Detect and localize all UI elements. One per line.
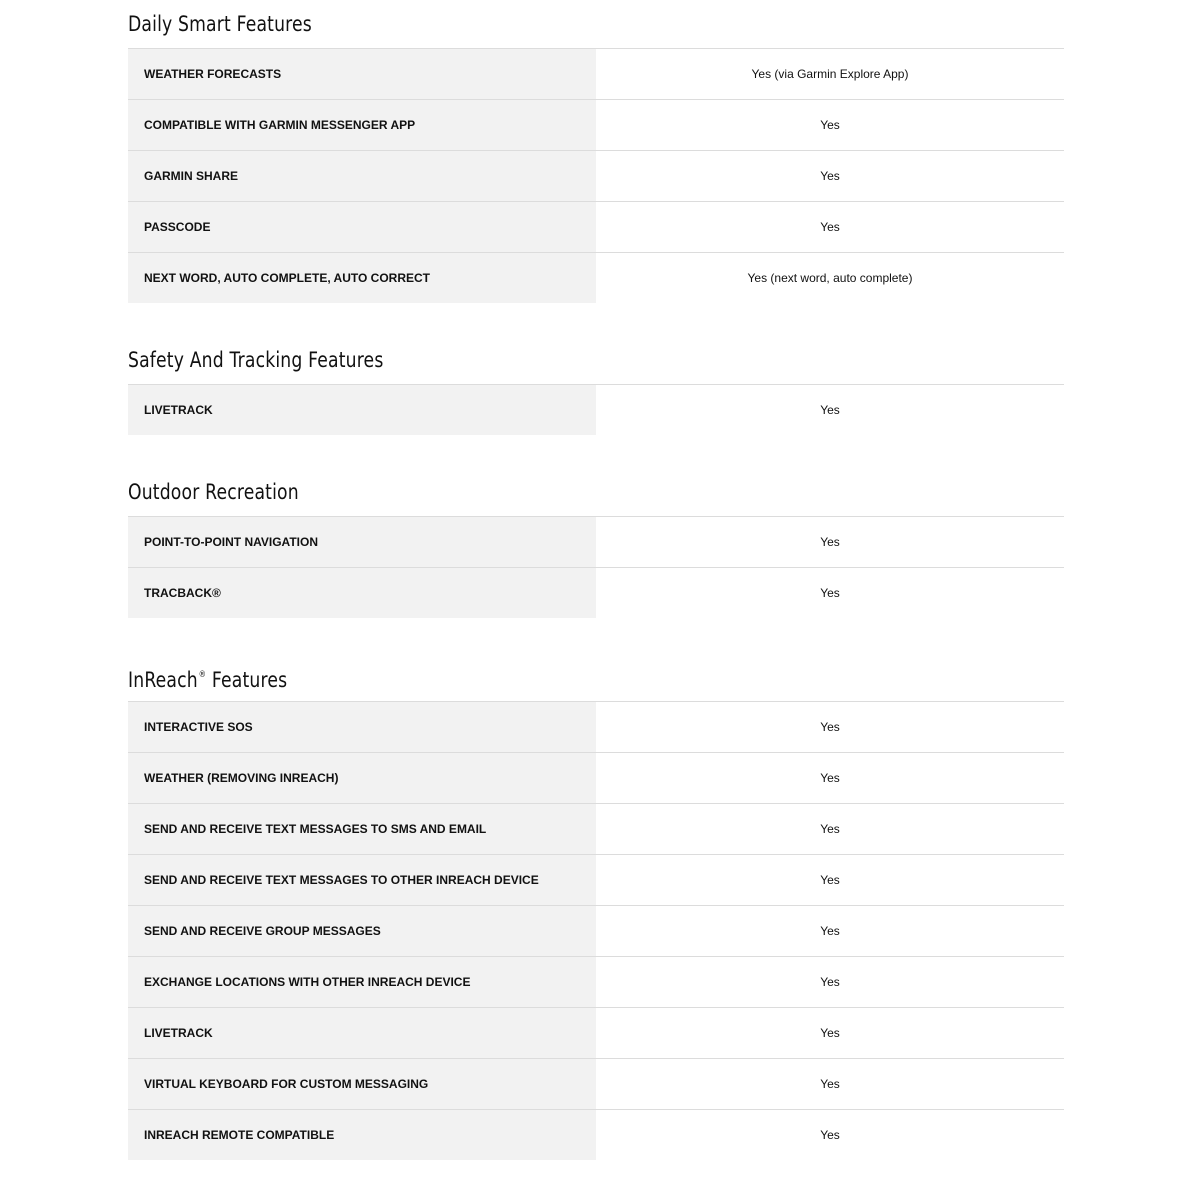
spec-value: Yes [820, 1077, 840, 1091]
spec-label: NEXT WORD, AUTO COMPLETE, AUTO CORRECT [128, 253, 596, 303]
spec-label: COMPATIBLE WITH GARMIN MESSENGER APP [128, 100, 596, 150]
table-row [128, 957, 1064, 1008]
section-spacer [128, 435, 1064, 468]
spec-value: Yes [820, 822, 840, 836]
table-row [128, 1008, 1064, 1059]
spec-value: Yes [820, 873, 840, 887]
spec-label: TRACBACK® [128, 568, 596, 618]
table-row [128, 517, 1064, 568]
table-row [128, 1110, 1064, 1160]
table-row [128, 568, 1064, 618]
spec-value: Yes [820, 975, 840, 989]
section-daily-smart-features [128, 0, 1064, 303]
spec-value: Yes [820, 169, 840, 183]
table-row [128, 253, 1064, 303]
section-spacer [128, 303, 1064, 336]
spec-value: Yes [820, 403, 840, 417]
spec-value: Yes [820, 771, 840, 785]
spec-label: SEND AND RECEIVE TEXT MESSAGES TO SMS AND EMAIL [128, 804, 596, 854]
spec-table [128, 384, 1064, 435]
spec-table [128, 48, 1064, 303]
section-title-suffix: Features [206, 668, 288, 692]
spec-label: POINT-TO-POINT NAVIGATION [128, 517, 596, 567]
table-row [128, 202, 1064, 253]
spec-value: Yes [820, 720, 840, 734]
spec-table [128, 516, 1064, 618]
spec-label: PASSCODE [128, 202, 596, 252]
table-row [128, 906, 1064, 957]
section-title [128, 653, 896, 701]
table-row [128, 151, 1064, 202]
table-row [128, 753, 1064, 804]
spec-label: LIVETRACK [128, 1008, 596, 1058]
section-title: Safety And Tracking Features [128, 348, 384, 372]
registered-mark: ® [198, 670, 207, 680]
section-title-text: InReach [128, 668, 198, 692]
specs-container [128, 0, 1064, 1160]
spec-value: Yes [820, 1128, 840, 1142]
section-spacer [128, 618, 1064, 653]
section-title: Outdoor Recreation [128, 480, 299, 504]
table-row [128, 385, 1064, 435]
spec-label: GARMIN SHARE [128, 151, 596, 201]
spec-value: Yes [820, 118, 840, 132]
spec-label: LIVETRACK [128, 385, 596, 435]
section-title: Daily Smart Features [128, 12, 312, 36]
spec-label: WEATHER (REMOVING INREACH) [128, 753, 596, 803]
spec-value: Yes [820, 220, 840, 234]
spec-value: Yes [820, 535, 840, 549]
table-row [128, 855, 1064, 906]
spec-label: SEND AND RECEIVE GROUP MESSAGES [128, 906, 596, 956]
table-row [128, 702, 1064, 753]
spec-value: Yes (next word, auto complete) [747, 271, 913, 285]
spec-label: EXCHANGE LOCATIONS WITH OTHER INREACH DEVICE [128, 957, 596, 1007]
section-outdoor-recreation [128, 468, 1064, 618]
spec-label: VIRTUAL KEYBOARD FOR CUSTOM MESSAGING [128, 1059, 596, 1109]
table-row [128, 804, 1064, 855]
spec-label: WEATHER FORECASTS [128, 49, 596, 99]
table-row [128, 1059, 1064, 1110]
section-inreach-features [128, 653, 1064, 1160]
spec-value: Yes [820, 586, 840, 600]
spec-label: INREACH REMOTE COMPATIBLE [128, 1110, 596, 1160]
section-safety-and-tracking [128, 336, 1064, 435]
table-row [128, 49, 1064, 100]
spec-value: Yes (via Garmin Explore App) [751, 67, 909, 81]
spec-label: INTERACTIVE SOS [128, 702, 596, 752]
spec-value: Yes [820, 1026, 840, 1040]
spec-label: SEND AND RECEIVE TEXT MESSAGES TO OTHER INREACH DEVICE [128, 855, 596, 905]
spec-table [128, 701, 1064, 1160]
table-row [128, 100, 1064, 151]
spec-value: Yes [820, 924, 840, 938]
